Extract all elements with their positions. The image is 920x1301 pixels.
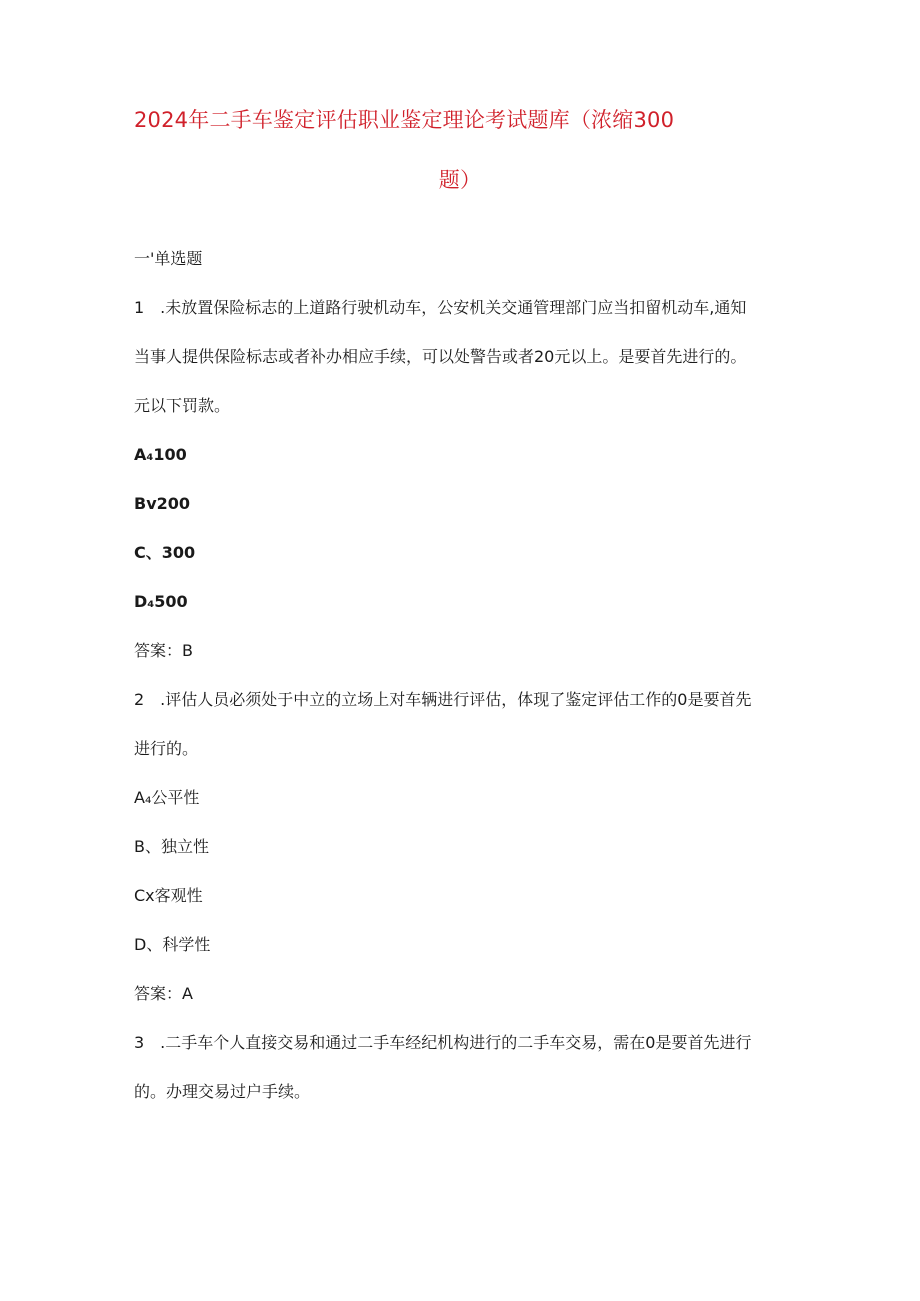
question-text: 3 .二手车个人直接交易和通过二手车经纪机构进行的二手车交易，需在0是要首先进行 xyxy=(134,1033,752,1052)
answer: 答案：B xyxy=(134,641,193,660)
document-title-continued: 题） xyxy=(438,168,482,192)
option-b: Bv200 xyxy=(134,494,191,513)
option-c: C、300 xyxy=(134,543,196,562)
option-a: A₄公平性 xyxy=(134,788,200,807)
option-b: B、独立性 xyxy=(134,837,209,856)
option-c: Cx客观性 xyxy=(134,886,203,905)
question-text: 元以下罚款。 xyxy=(134,396,231,415)
question-text: 当事人提供保险标志或者补办相应手续，可以处警告或者20元以上。是要首先进行的。 xyxy=(134,347,747,366)
question-text: 的。办理交易过户手续。 xyxy=(134,1082,311,1101)
answer: 答案：A xyxy=(134,984,193,1003)
section-heading: 一'单选题 xyxy=(134,249,203,268)
option-d: D₄500 xyxy=(134,592,188,611)
question-text: 进行的。 xyxy=(134,739,199,758)
document-title: 2024年二手车鉴定评估职业鉴定理论考试题库（浓缩300 xyxy=(134,108,675,132)
question-text: 1 .未放置保险标志的上道路行驶机动车，公安机关交通管理部门应当扣留机动车,通知 xyxy=(134,298,747,317)
question-text: 2 .评估人员必须处于中立的立场上对车辆进行评估，体现了鉴定评估工作的0是要首先 xyxy=(134,690,752,709)
option-a: A₄100 xyxy=(134,445,187,464)
option-d: D、科学性 xyxy=(134,935,211,954)
